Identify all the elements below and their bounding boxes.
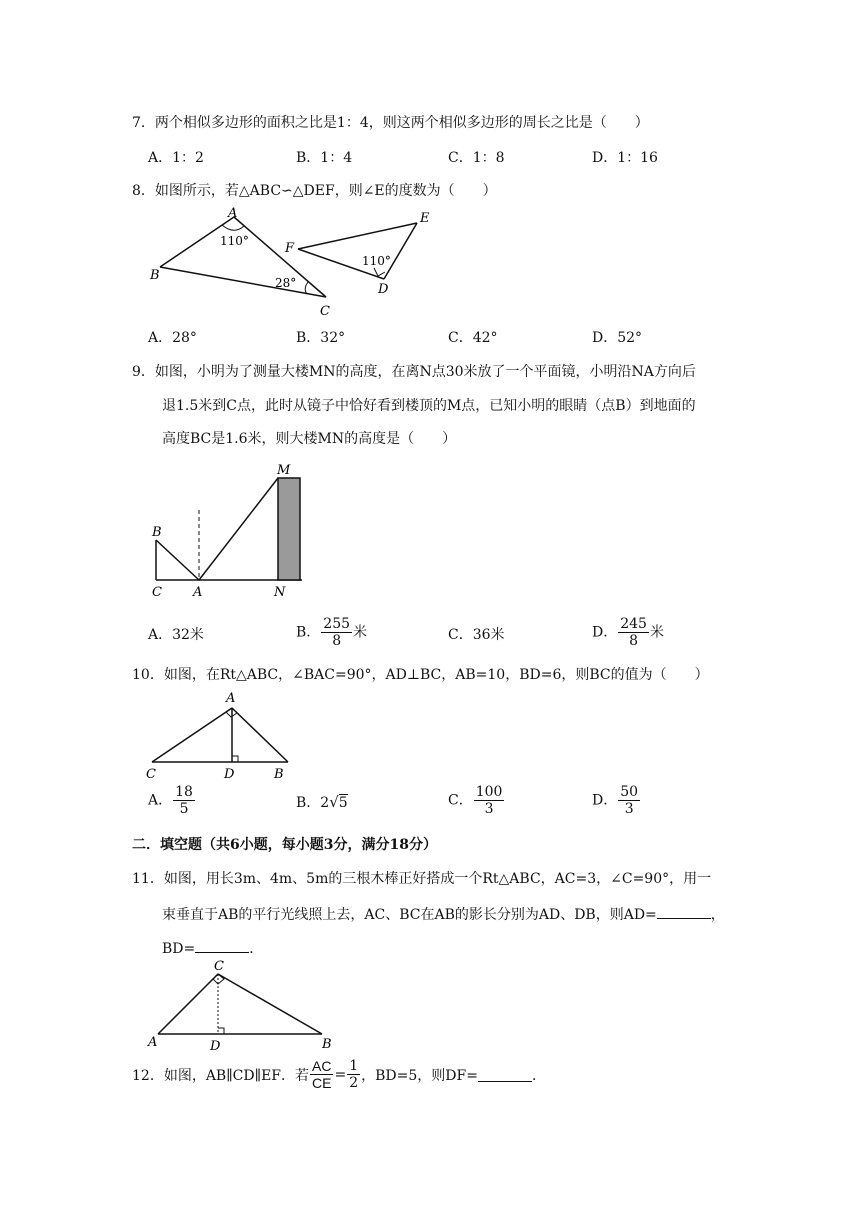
q11-line1: 11．如图，用长3m、4m、5m的三根木棒正好搭成一个Rt△ABC，AC=3，∠C=90°，用一 (132, 871, 712, 887)
q11-line2-text: 束垂直于AB的平行光线照上去，AC、BC在AB的影长分别为AD、DB，则AD= (162, 907, 657, 923)
q9-option-b-prefix: B． (296, 624, 321, 641)
q9-option-d-fraction (618, 616, 649, 649)
q9-options (148, 616, 768, 650)
q12-ratio-right (347, 1058, 360, 1091)
label-d: D (224, 767, 235, 782)
q10-option-b-coefficient: 2 (320, 795, 330, 811)
label-a: A (228, 206, 238, 221)
q7-option-a[interactable]: A．1：2 (148, 150, 204, 166)
q11-figure (144, 956, 344, 1052)
ad-answer-blank[interactable] (657, 904, 711, 919)
q10-option-a[interactable] (148, 784, 196, 817)
bd-answer-blank[interactable] (195, 938, 249, 953)
q12-suffix: ，BD=5，则DF= (361, 1067, 478, 1084)
q9-line3: 高度BC是1.6米，则大楼MN的高度是（ ） (162, 431, 457, 447)
label-c: C (146, 767, 156, 782)
q7-option-b[interactable]: B．1：4 (296, 150, 353, 166)
segment-ba (156, 540, 199, 580)
q9-option-d[interactable] (592, 616, 664, 649)
q10-option-c-numerator: 100 (475, 784, 503, 800)
angle-d-label: 110° (362, 254, 391, 268)
q10-option-d-denominator: 3 (624, 801, 634, 817)
q9-option-b-denominator: 8 (332, 633, 342, 649)
label-m: M (277, 463, 291, 478)
segment-cb (218, 974, 322, 1034)
q8-option-c[interactable]: C．42° (448, 330, 498, 346)
q10-option-a-prefix: A． (148, 792, 173, 809)
triangle-abc (160, 217, 326, 297)
q9-option-b-numerator: 255 (323, 616, 351, 632)
label-c: C (152, 585, 162, 600)
q10-option-c-denominator: 3 (484, 801, 494, 817)
label-a: A (193, 585, 203, 600)
q9-option-c[interactable]: C．36米 (448, 627, 505, 643)
right-angle-d (218, 1028, 224, 1034)
q11-line3 (162, 938, 263, 958)
q8-options (148, 327, 768, 351)
q10-option-d-prefix: D． (592, 792, 618, 809)
label-n: N (274, 585, 286, 600)
q9-option-d-prefix: D． (592, 624, 618, 641)
right-angle-d (232, 756, 238, 762)
q9-option-d-unit: 米 (649, 624, 664, 641)
q9-option-d-numerator: 245 (620, 616, 647, 632)
q11-line3-text: BD= (162, 941, 196, 957)
q12-equals: = (334, 1066, 347, 1083)
label-c: C (214, 959, 224, 974)
q12-end: ． (531, 1067, 546, 1084)
q10-stem: 10．如图，在Rt△ABC，∠BAC=90°，AD⊥BC，AB=10，BD=6，则BC的值为（ ） (132, 667, 709, 683)
q12-prefix: 12．如图，AB∥CD∥EF．若 (132, 1067, 310, 1084)
segment-ac (158, 974, 218, 1034)
label-b: B (322, 1037, 332, 1052)
q8-figure (140, 205, 440, 320)
label-b: B (274, 767, 284, 782)
label-b: B (150, 268, 160, 283)
q10-option-d-numerator: 50 (620, 784, 639, 800)
label-a: A (148, 1035, 158, 1050)
segment-ca (152, 708, 232, 762)
triangle-def (298, 223, 417, 279)
q10-option-a-denominator: 5 (179, 801, 189, 817)
q10-option-d-fraction (618, 784, 640, 817)
building-mn (278, 478, 300, 580)
q10-option-b[interactable] (296, 792, 348, 812)
q11-line2-end: ， (710, 907, 725, 923)
q10-option-d[interactable] (592, 784, 641, 817)
q10-options (148, 784, 768, 822)
q12-ratio-left (310, 1058, 333, 1091)
q9-line1: 9．如图，小明为了测量大楼MN的高度，在离N点30米放了一个平面镜，小明沿NA方向后 (132, 364, 696, 380)
q9-line2: 退1.5米到C点，此时从镜子中恰好看到楼顶的M点，已知小明的眼睛（点B）到地面的 (162, 398, 696, 414)
q10-option-c-fraction (474, 784, 505, 817)
q10-option-b-radicand: 5 (338, 795, 348, 811)
q7-option-c[interactable]: C．1：8 (448, 150, 505, 166)
q12-ratio-left-numerator: AC (312, 1058, 332, 1074)
q10-figure (140, 688, 300, 783)
q12-ratio-right-numerator: 1 (349, 1058, 359, 1074)
q9-option-b-unit: 米 (353, 624, 368, 641)
q8-stem: 8．如图所示，若△ABC∽△DEF，则∠E的度数为（ ） (132, 183, 497, 199)
angle-a-label: 110° (220, 234, 249, 248)
q10-option-b-prefix: B． (296, 795, 321, 811)
q8-option-a[interactable]: A．28° (148, 330, 197, 346)
label-c: C (320, 304, 330, 319)
q9-option-a[interactable]: A．32米 (148, 627, 204, 643)
q9-option-b[interactable] (296, 616, 367, 649)
label-a: A (226, 691, 236, 706)
label-d: D (378, 282, 389, 297)
segment-am (199, 478, 278, 580)
radical-sign: √ (329, 793, 339, 811)
q11-line2 (162, 904, 725, 924)
label-f: F (285, 241, 295, 256)
section-fill-in-title: 二．填空题（共6小题，每小题3分，满分18分） (132, 837, 437, 853)
q9-option-d-denominator: 8 (629, 633, 639, 649)
q11-line3-end: ． (249, 941, 264, 957)
label-e: E (420, 211, 430, 226)
q10-option-a-fraction (173, 784, 195, 817)
segment-ab (232, 708, 288, 762)
q12-ratio-left-denominator: CE (312, 1075, 332, 1091)
q8-option-b[interactable]: B．32° (296, 330, 346, 346)
q8-option-d[interactable]: D．52° (592, 330, 643, 346)
df-answer-blank[interactable] (478, 1067, 532, 1082)
q10-option-a-numerator: 18 (175, 784, 193, 800)
q7-options (148, 147, 768, 171)
label-b: B (152, 525, 162, 540)
q12-stem (132, 1058, 546, 1091)
q7-option-d[interactable]: D．1：16 (592, 150, 658, 166)
q10-option-c[interactable] (448, 784, 505, 817)
label-d: D (210, 1039, 221, 1052)
q7-stem: 7．两个相似多边形的面积之比是1：4，则这两个相似多边形的周长之比是（ ） (132, 115, 649, 131)
q9-figure (144, 460, 314, 600)
angle-c-label: 28° (275, 276, 297, 290)
q10-option-c-prefix: C． (448, 792, 473, 809)
q12-ratio-right-denominator: 2 (349, 1075, 359, 1091)
q9-option-b-fraction (321, 616, 352, 649)
